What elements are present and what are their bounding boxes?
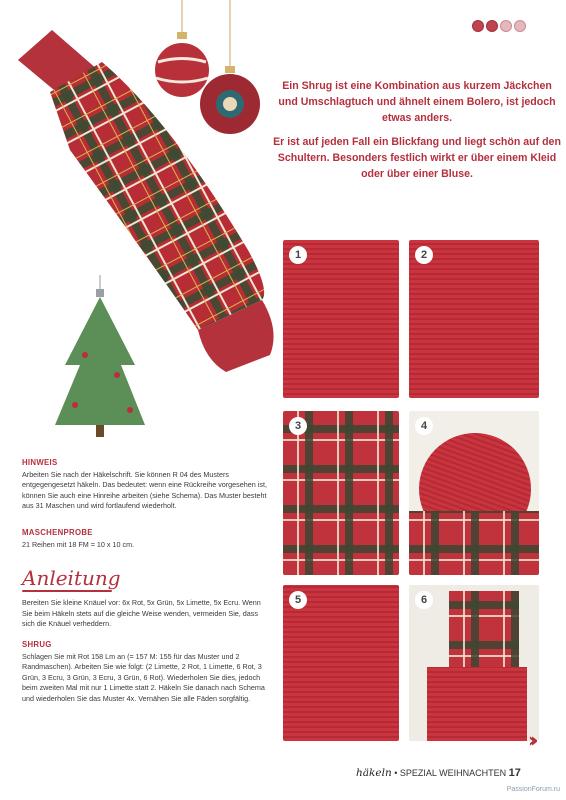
tree-illustration — [45, 275, 165, 445]
photo-step-2 — [409, 240, 539, 398]
magazine-brand: häkeln — [356, 767, 392, 779]
hinweis-heading: HINWEIS — [22, 458, 58, 467]
photo-step-1 — [283, 240, 399, 398]
indicator-dot — [514, 20, 526, 32]
maschenprobe-text: 21 Reihen mit 18 FM = 10 x 10 cm. — [22, 539, 135, 549]
step-number-badge: 4 — [415, 417, 433, 435]
ornament-red — [155, 43, 209, 97]
page-number: 17 — [508, 767, 521, 779]
photo-step-5 — [283, 585, 399, 741]
step-number-badge: 3 — [289, 417, 307, 435]
shrug-heading: SHRUG — [22, 640, 52, 649]
hinweis-text: Arbeiten Sie nach der Häkelschrift. Sie können R 04 des Musters entgegengesetzt häkeln. Das bedeutet: wenn eine Rückreihe vorgesehen ist, können Sie auch eine Hinreihe arbeiten (siehe Schema). Das Muster besteht aus 31 Maschen und wird fortlaufend wiederholt. — [22, 469, 267, 511]
photo-step-6 — [409, 585, 539, 741]
section-indicator — [472, 20, 526, 32]
intro-text — [272, 78, 562, 190]
page-footer — [356, 767, 521, 779]
watermark: PassionForum.ru — [506, 786, 560, 793]
hinweis-section — [22, 458, 272, 512]
anleitung-section — [22, 598, 272, 630]
intro-paragraph-1: Ein Shrug ist eine Kombination aus kurzem Jäckchen und Umschlagtuch und ähnelt einem Bolero, ist jedoch etwas anders. — [278, 80, 556, 124]
heading-underline — [22, 590, 112, 592]
step-number-badge: 2 — [415, 246, 433, 264]
indicator-dot — [486, 20, 498, 32]
next-page-chevron-icon: ›› — [528, 728, 533, 752]
indicator-dot — [500, 20, 512, 32]
photo-step-3 — [283, 411, 399, 575]
shrug-section — [22, 640, 272, 705]
step-number-badge: 1 — [289, 246, 307, 264]
intro-paragraph-2: Er ist auf jeden Fall ein Blickfang und liegt schön auf den Schultern. Besonders festlich wirkt er über einem Kleid oder über einer Bluse. — [273, 136, 561, 180]
photo-step-4 — [409, 411, 539, 575]
indicator-dot — [472, 20, 484, 32]
maschenprobe-heading: MASCHENPROBE — [22, 528, 93, 537]
ornaments-illustration — [150, 0, 260, 160]
anleitung-heading: Anleitung — [22, 566, 121, 590]
step-number-badge: 5 — [289, 591, 307, 609]
magazine-section: • SPEZIAL WEIHNACHTEN — [394, 768, 507, 778]
shrug-text: Schlagen Sie mit Rot 158 Lm an (= 157 M: 155 für das Muster und 2 Randmaschen). Arbeiten Sie wie folgt: (2 Limette, 2 Rot, 1 Limette, 6 Rot, 3 Grün, 3 Ecru, 3 Grün, 3 Ecru, 3 Grün, 6 Rot). Wiederholen Sie dies, jedoch beim zweiten Mal mit nur 1 Limette statt 2. Häkeln Sie danach nach Schema und wiederholen Sie das Muster 4x. Vernähen Sie alle Fäden sorgfältig. — [22, 651, 265, 703]
step-number-badge: 6 — [415, 591, 433, 609]
anleitung-text: Bereiten Sie kleine Knäuel vor: 6x Rot, 5x Grün, 5x Limette, 5x Ecru. Wenn Sie beim Häkeln stets auf die gleiche Weise wenden, vermeiden Sie, dass sich die Knäuel verheddern. — [22, 598, 261, 629]
maschenprobe-section — [22, 528, 272, 550]
